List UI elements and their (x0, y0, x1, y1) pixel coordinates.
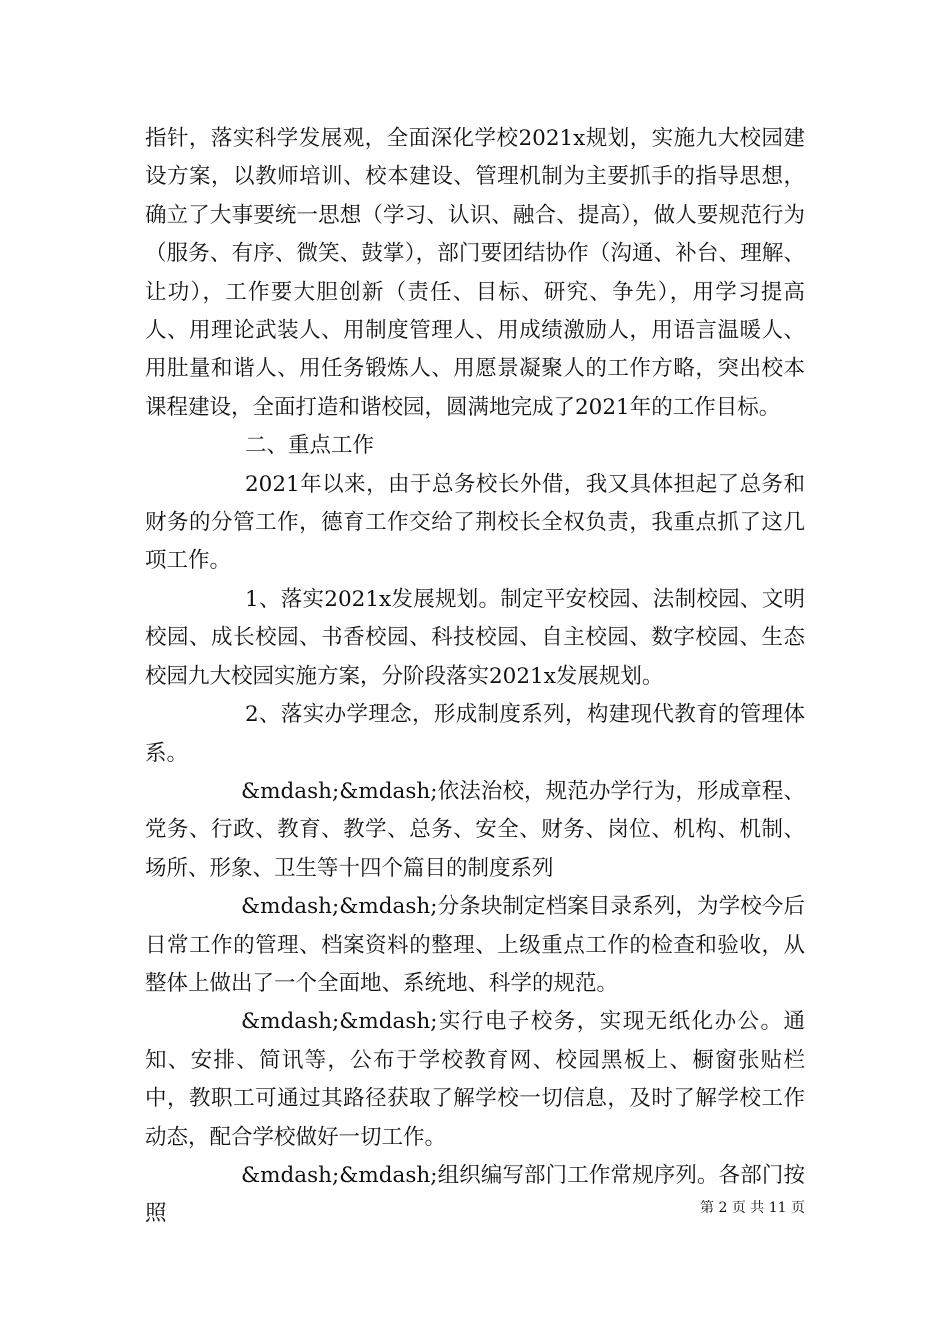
page-number-footer: 第 2 页 共 11 页 (700, 1200, 805, 1216)
paragraph-bullet-law: &mdash;&mdash;依法治校，规范办学行为，形成章程、党务、行政、教育、教学、总务、安全、财务、岗位、机构、机制、场所、形象、卫生等十四个篇目的制度系列 (145, 778, 805, 881)
paragraph-key-work-intro: 2021年以来，由于总务校长外借，我又具体担起了总务和财务的分管工作，德育工作交给了荆校长全权负责，我重点抓了这几项工作。 (145, 471, 805, 574)
document-body (145, 120, 805, 1234)
paragraph-bullet-routine: &mdash;&mdash;组织编写部门工作常规序列。各部门按照 (145, 1162, 805, 1227)
section-heading-key-work: 二、重点工作 (245, 433, 375, 459)
paragraph-bullet-e-office: &mdash;&mdash;实行电子校务，实现无纸化办公。通知、安排、简讯等，公布于学校教育网、校园黑板上、橱窗张贴栏中，教职工可通过其路径获取了解学校一切信息，及时了解学校工作动态，配合学校做好一切工作。 (145, 1009, 805, 1150)
paragraph-item-1: 1、落实2021x发展规划。制定平安校园、法制校园、文明校园、成长校园、书香校园、科技校园、自主校园、数字校园、生态校园九大校园实施方案，分阶段落实2021x发展规划。 (145, 586, 805, 689)
paragraph-bullet-archive: &mdash;&mdash;分条块制定档案目录系列，为学校今后日常工作的管理、档案资料的整理、上级重点工作的检查和验收，从整体上做出了一个全面地、系统地、科学的规范。 (145, 894, 805, 996)
paragraph-guiding-thought: 指针，落实科学发展观，全面深化学校2021x规划，实施九大校园建设方案，以教师培训、校本建设、管理机制为主要抓手的指导思想，确立了大事要统一思想（学习、认识、融合、提高），做人要规范行为（服务、有序、微笑、鼓掌），部门要团结协作（沟通、补台、理解、让功），工作要大胆创新（责任、目标、研究、争先），用学习提高人、用理论武装人、用制度管理人、用成绩激励人，用语言温暖人、用肚量和谐人、用任务锻炼人、用愿景凝聚人的工作方略，突出校本课程建设，全面打造和谐校园，圆满地完成了2021年的工作目标。 (145, 126, 805, 420)
paragraph-item-2: 2、落实办学理念，形成制度系列，构建现代教育的管理体系。 (145, 702, 805, 766)
